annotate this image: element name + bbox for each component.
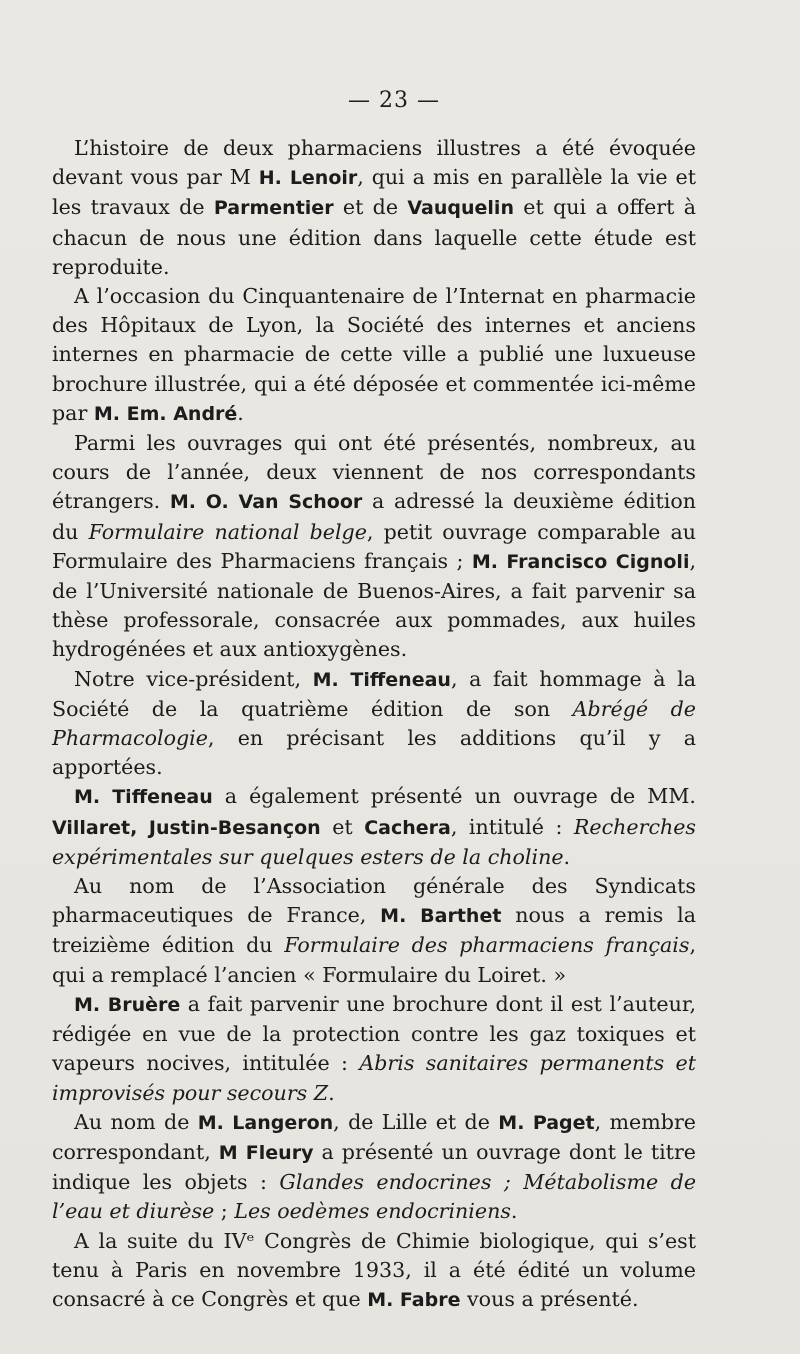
work-title: Recherches expérimentales sur quelques esters de la choline xyxy=(52,814,696,869)
text-run: , membre correspondant, xyxy=(52,1109,696,1164)
text-run: . xyxy=(237,400,244,425)
person-name: Cachera xyxy=(364,816,451,839)
text-run: Parmi les ouvrages qui ont été présentés, nombreux, au cours de l’année, deux viennent de nos correspondants étrangers. xyxy=(52,431,696,514)
paragraph xyxy=(52,990,696,1108)
body-text xyxy=(52,134,696,1315)
work-title: Abrégé de Pharmacologie xyxy=(52,696,696,751)
person-name: M. Barthet xyxy=(380,905,502,928)
person-name: M. Tiffeneau xyxy=(74,786,213,809)
person-name: H. Lenoir xyxy=(258,167,358,190)
text-run: et de xyxy=(333,195,408,220)
person-name: Villaret, Justin-Besançon xyxy=(52,816,321,839)
person-name: Parmentier xyxy=(213,197,334,220)
text-run: Au nom de l’Association générale des Syndicats pharmaceutiques de France, xyxy=(52,874,696,928)
work-title: Glandes endocrines ; Métabolisme de l’eau et diurèse xyxy=(52,1170,697,1224)
person-name: M. Bruère xyxy=(74,993,181,1016)
text-run: a adressé la deuxième édition du xyxy=(52,489,696,544)
text-run: . xyxy=(328,1080,335,1105)
text-run: , intitulé : xyxy=(450,814,574,839)
text-run: vous a présenté. xyxy=(460,1286,639,1311)
text-run: ; xyxy=(214,1199,235,1224)
person-name: M. O. Van Schoor xyxy=(169,491,363,514)
person-name: Vauquelin xyxy=(407,197,514,220)
work-title: Les oedèmes endocriniens xyxy=(234,1199,511,1224)
person-name: M. Tiffeneau xyxy=(312,668,451,691)
text-run: , qui a mis en parallèle la vie et les travaux de xyxy=(52,165,696,220)
text-run: , qui a remplacé l’ancien « Formulaire du Loiret. » xyxy=(52,933,696,987)
text-run: A l’occasion du Cinquantenaire de l’Internat en pharmacie des Hôpitaux de Lyon, la Société des internes et anciens internes en pharmacie de cette ville a publié une luxueuse brochure illustrée, qui a été déposée et commentée ici-même par xyxy=(52,284,696,425)
text-run: nous a remis la treizième édition du xyxy=(52,903,696,958)
work-title: Formulaire national belge xyxy=(88,519,367,544)
text-run: . xyxy=(510,1199,518,1224)
page-number: — 23 — xyxy=(348,88,440,113)
paragraph xyxy=(52,782,696,872)
person-name: M. Em. André xyxy=(93,402,238,425)
text-run: L’histoire de deux pharmaciens illustres a été évoquée devant vous par M xyxy=(52,136,696,190)
text-run: . xyxy=(563,844,571,869)
person-name: M. Paget xyxy=(498,1111,595,1134)
work-title: Formulaire des pharmaciens français xyxy=(284,933,690,958)
text-run: , en précisant les additions qu’il y a apportées. xyxy=(52,726,696,780)
person-name: M. Francisco Cignoli xyxy=(471,550,690,573)
text-run: , petit ouvrage comparable au Formulaire des Pharmaciens français ; xyxy=(52,519,696,573)
text-run: a fait parvenir une brochure dont il est l’auteur, rédigée en vue de la protection contre les gaz toxiques et vapeurs nocives, intitulée : xyxy=(52,991,696,1076)
person-name: M. Langeron xyxy=(197,1111,334,1134)
work-title: Abris sanitaires permanents et improvisés pour secours Z xyxy=(52,1051,697,1105)
paragraph xyxy=(52,282,696,429)
text-run: et qui a offert à chacun de nous une édition dans laquelle cette étude est reproduite. xyxy=(52,195,696,279)
text-run: Au nom de xyxy=(74,1109,198,1134)
text-run: , de l’Université nationale de Buenos-Aires, a fait parvenir sa thèse professorale, consacrée aux pommades, aux huiles hydrogénées et aux antioxygènes. xyxy=(52,548,696,662)
paragraph xyxy=(52,1227,696,1316)
text-run: et xyxy=(320,814,365,839)
paragraph xyxy=(52,872,696,990)
paragraph xyxy=(52,429,696,665)
person-name: M Fleury xyxy=(218,1141,314,1164)
person-name: M. Fabre xyxy=(367,1288,461,1311)
text-run: a présenté un ouvrage dont le titre indique les objets : xyxy=(52,1139,696,1195)
text-run: A la suite du IVᵉ Congrès de Chimie biologique, qui s’est tenu à Paris en novembre 1933, il a été édité un volume consacré à ce Congrès et que xyxy=(52,1228,696,1311)
paragraph xyxy=(52,665,696,783)
paragraph xyxy=(52,1108,696,1227)
text-run: , de Lille et de xyxy=(333,1109,499,1134)
text-run: a également présenté un ouvrage de MM. xyxy=(212,784,696,809)
text-run: Notre vice-président, xyxy=(74,666,313,691)
paragraph xyxy=(52,134,696,282)
text-run: , a fait hommage à la Société de la quatrième édition de son xyxy=(52,666,696,721)
